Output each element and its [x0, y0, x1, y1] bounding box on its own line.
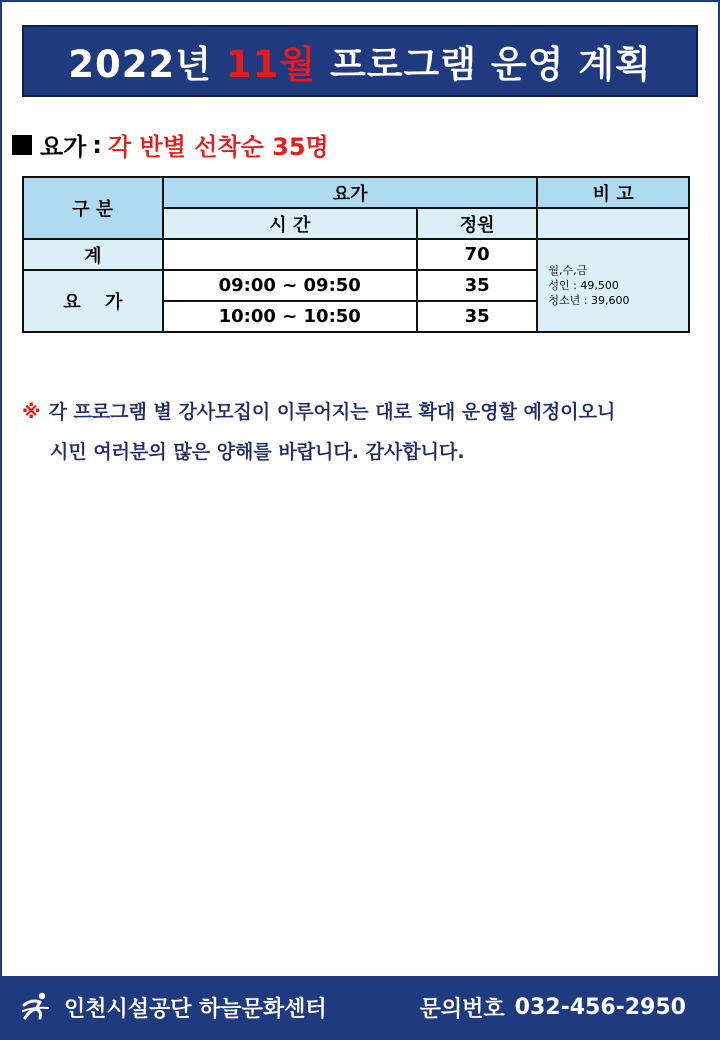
title-month: 11월 [225, 43, 317, 86]
total-label: 계 [23, 239, 163, 270]
header-category: 구 분 [23, 177, 163, 239]
header-time: 시 간 [163, 208, 417, 239]
header-note: 비 고 [537, 177, 689, 208]
running-figure-icon [20, 991, 52, 1023]
class-time-2: 10:00 ~ 10:50 [163, 301, 417, 332]
title-suffix: 프로그램 운영 계획 [330, 43, 652, 86]
class-label: 요 가 [23, 270, 163, 332]
header-note-blank [537, 208, 689, 239]
phone-number: 032-456-2950 [514, 994, 686, 1020]
footer-bar [2, 976, 718, 1038]
table-header-row [23, 177, 689, 208]
title-year: 2022년 [68, 43, 212, 86]
class-time-1: 09:00 ~ 09:50 [163, 270, 417, 301]
section-detail: 각 반별 선착순 35명 [107, 133, 329, 161]
table-row [23, 239, 689, 270]
note-cell [537, 239, 689, 332]
total-capacity: 70 [417, 239, 538, 270]
class-capacity-1: 35 [417, 270, 538, 301]
schedule-table [22, 176, 690, 333]
header-capacity: 정원 [417, 208, 538, 239]
note-days: 월,수,금 [548, 264, 588, 277]
total-time [163, 239, 417, 270]
header-program: 요가 [163, 177, 538, 208]
phone-label: 문의번호 [419, 996, 505, 1022]
note-youth-fee: 청소년 : 39,600 [548, 294, 630, 307]
notice-line-2: 시민 여러분의 많은 양해를 바랍니다. 감사합니다. [50, 441, 465, 463]
notice-line-1-text: 각 프로그램 별 강사모집이 이루어지는 대로 확대 운영할 예정이오니 [48, 401, 616, 423]
class-capacity-2: 35 [417, 301, 538, 332]
section-colon: : [92, 130, 102, 159]
page-title [22, 25, 698, 97]
notice-line-1 [22, 392, 702, 432]
note-adult-fee: 성인 : 49,500 [548, 279, 619, 292]
organization-name: 인천시설공단 하늘문화센터 [64, 996, 327, 1022]
reference-mark-icon: ※ [22, 401, 41, 423]
square-bullet-icon [12, 135, 32, 155]
section-heading [12, 127, 329, 162]
notice-text [22, 392, 702, 472]
section-name: 요가 [40, 133, 87, 161]
